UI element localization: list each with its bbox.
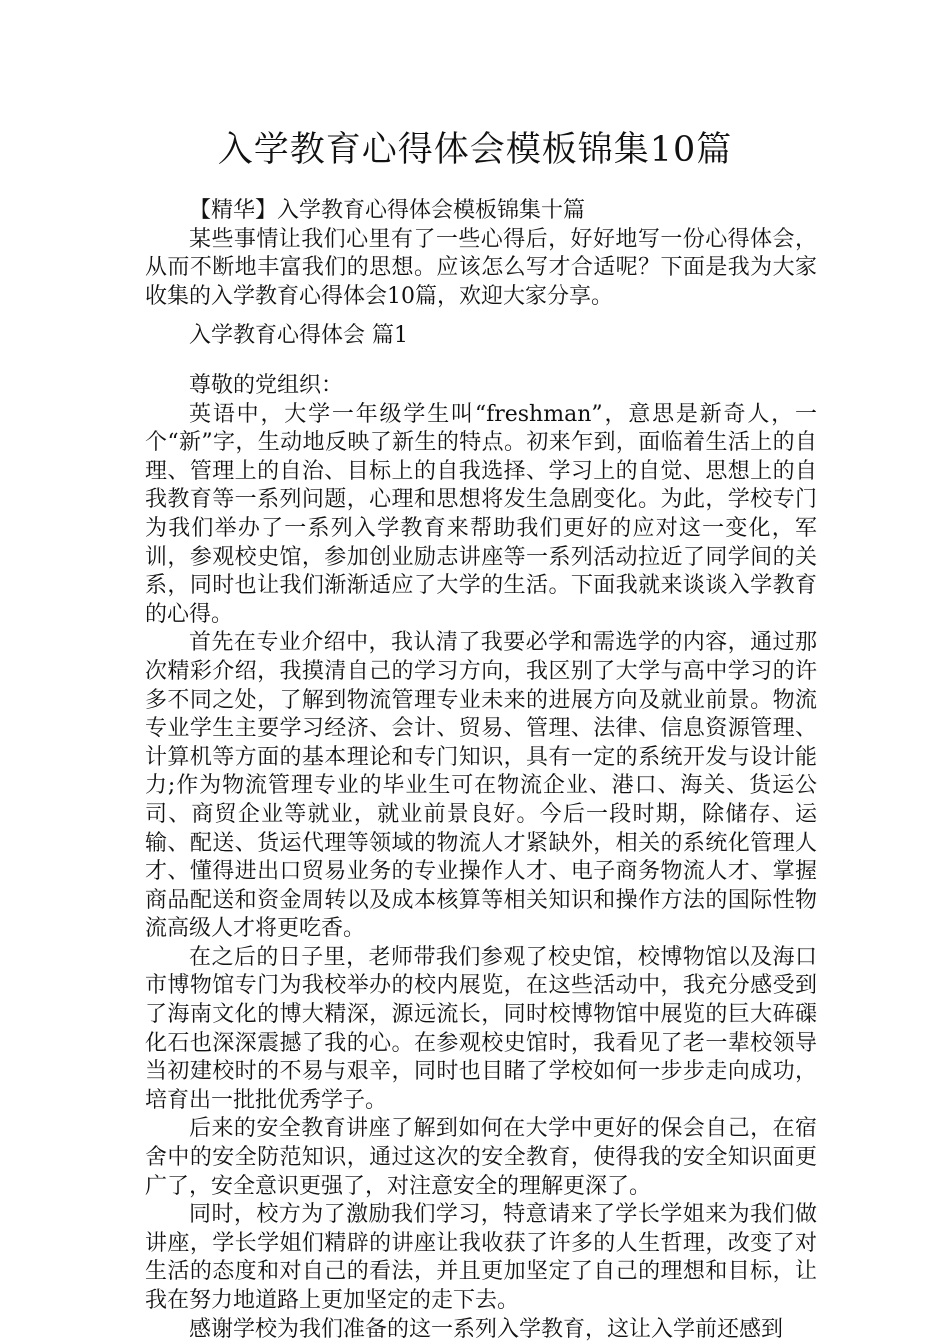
section-heading: 入学教育心得体会 篇1 [189,323,408,348]
body-paragraph-4: 后来的安全教育讲座了解到如何在大学中更好的保会自己，在宿舍中的安全防范知识，通过这次的安全教育，使得我的安全知识面更广了，安全意识更强了，对注意安全的理解更深了。 [145,1116,817,1199]
intro-block [145,197,817,311]
document-title: 入学教育心得体会模板锦集10篇 [217,130,733,170]
salutation: 尊敬的党组织： [189,373,344,398]
body-paragraph-6: 感谢学校为我们准备的这一系列入学教育，这让入学前还感到 [189,1316,784,1342]
intro-paragraph: 某些事情让我们心里有了一些心得后，好好地写一份心得体会，从而不断地丰富我们的思想。应该怎么写才合适呢？下面是我为大家收集的入学教育心得体会10篇，欢迎大家分享。 [145,226,817,309]
subtitle: 【精华】入学教育心得体会模板锦集十篇 [189,198,586,223]
body-paragraph-3: 在之后的日子里，老师带我们参观了校史馆，校博物馆以及海口市博物馆专门为我校举办的校内展览，在这些活动中，我充分感受到了海南文化的博大精深，源远流长，同时校博物馆中展览的巨大砗磲化石也深深震撼了我的心。在参观校史馆时，我看见了老一辈校领导当初建校时的不易与艰辛，同时也目睹了学校如何一步步走向成功，培育出一批批优秀学子。 [145,944,817,1113]
body-paragraph-5: 同时，校方为了激励我们学习，特意请来了学长学姐来为我们做讲座，学长学姐们精辟的讲座让我收获了许多的人生哲理，改变了对生活的态度和对自己的看法，并且更加坚定了自己的理想和目标，让我在努力地道路上更加坚定的走下去。 [145,1202,817,1313]
body-paragraph-2: 首先在专业介绍中，我认清了我要必学和需选学的内容，通过那次精彩介绍，我摸清自己的学习方向，我区别了大学与高中学习的许多不同之处，了解到物流管理专业未来的进展方向及就业前景。物流专业学生主要学习经济、会计、贸易、管理、法律、信息资源管理、计算机等方面的基本理论和专门知识，具有一定的系统开发与设计能力;作为物流管理专业的毕业生可在物流企业、港口、海关、货运公司、商贸企业等就业，就业前景良好。今后一段时期，除储存、运输、配送、货运代理等领域的物流人才紧缺外，相关的系统化管理人才、懂得进出口贸易业务的专业操作人才、电子商务物流人才、掌握商品配送和资金周转以及成本核算等相关知识和操作方法的国际性物流高级人才将更吃香。 [145,630,817,942]
section-heading-block [145,322,817,351]
body-paragraph-1: 英语中，大学一年级学生叫“freshman”，意思是新奇人，一个“新”字，生动地反映了新生的特点。初来乍到，面临着生活上的自理、管理上的自治、目标上的自我选择、学习上的自觉、思想上的自我教育等一系列问题，心理和思想将发生急剧变化。为此，学校专门为我们举办了一系列入学教育来帮助我们更好的应对这一变化，军训，参观校史馆，参加创业励志讲座等一系列活动拉近了同学间的关系，同时也让我们渐渐适应了大学的生活。下面我就来谈谈入学教育的心得。 [145,401,817,627]
letter-body [145,372,817,1344]
